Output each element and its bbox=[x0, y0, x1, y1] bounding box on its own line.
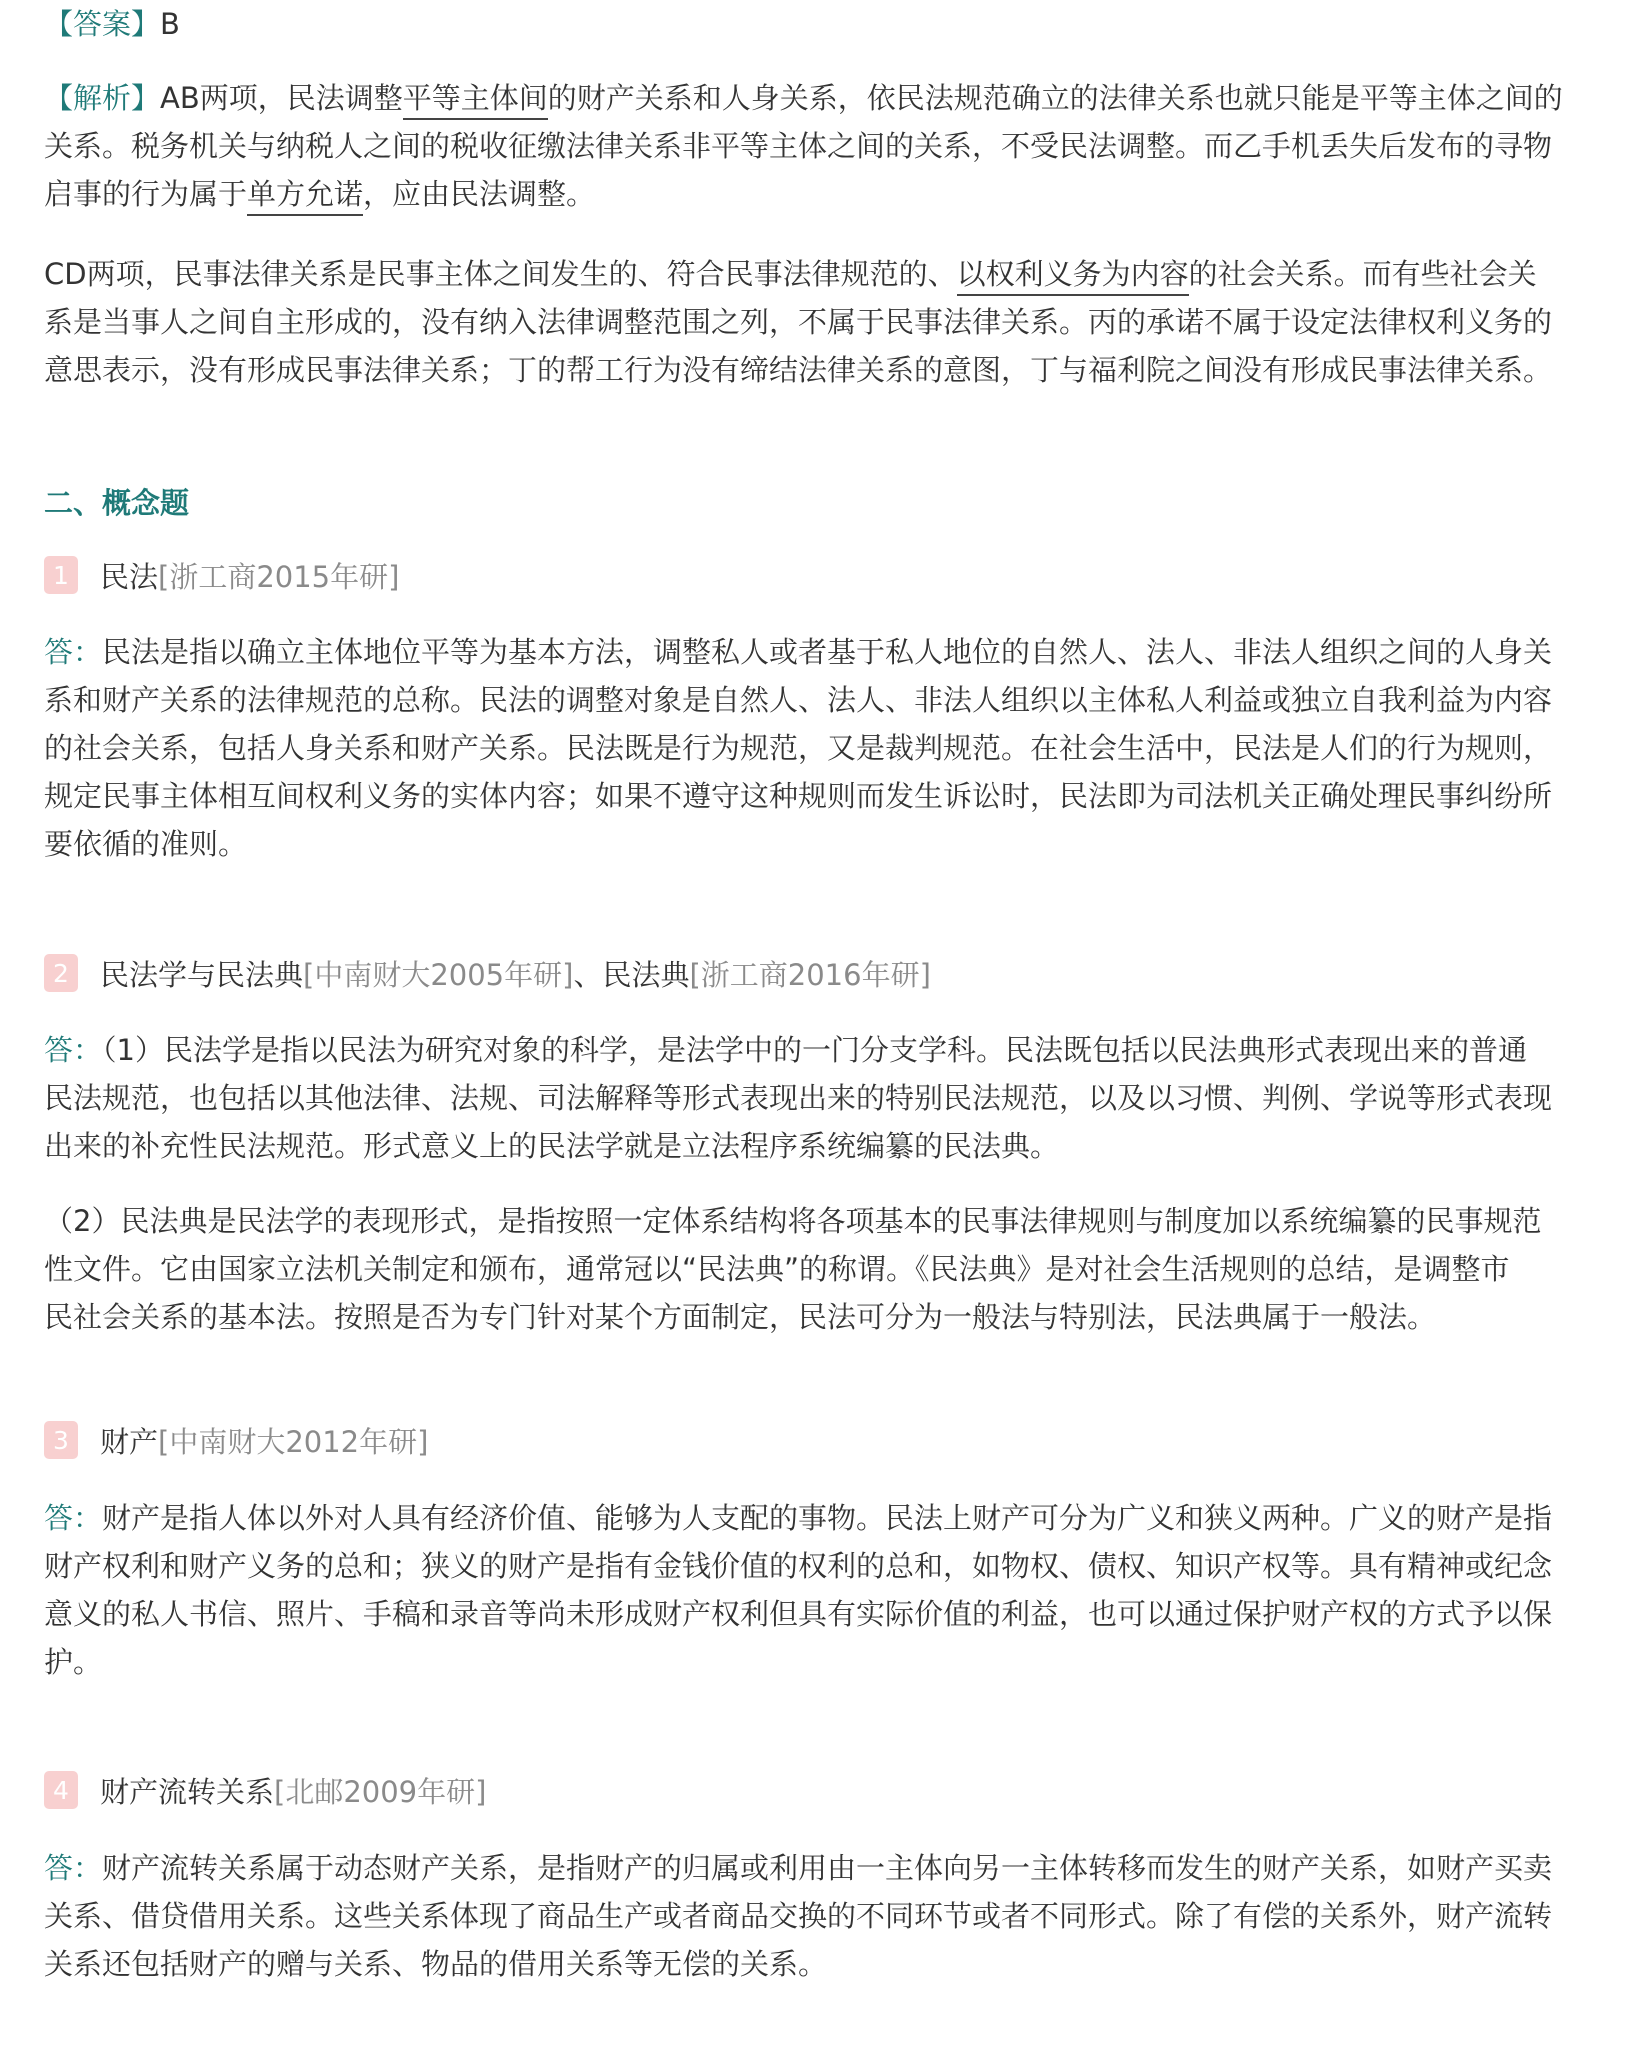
answer-line bbox=[44, 1026, 1604, 1074]
answer-label: 答： bbox=[44, 635, 103, 669]
underlined-term: 单方允诺 bbox=[247, 177, 363, 216]
analysis-p2-line-2: 系是当事人之间自主形成的，没有纳入法律调整范围之列，不属于民事法律关系。丙的承诺不属于设定法律权利义务的 bbox=[44, 305, 1553, 339]
question-source: [中南财大2005年研] bbox=[303, 957, 574, 992]
text-segment: CD两项，民事法律关系是民事主体之间发生的、符合民事法律规范的、 bbox=[44, 257, 957, 291]
analysis-p2-line-1 bbox=[44, 250, 1604, 298]
analysis-label: 【解析】 bbox=[44, 81, 161, 115]
question-2-answer bbox=[44, 1026, 1604, 1170]
answer-line: 民社会关系的基本法。按照是否为专门针对某个方面制定，民法可分为一般法与特别法，民法典属于一般法。 bbox=[44, 1300, 1437, 1334]
answer-line: 的社会关系，包括人身关系和财产关系。民法既是行为规范，又是裁判规范。在社会生活中，民法是人们的行为规则， bbox=[44, 731, 1553, 765]
question-4-heading bbox=[44, 1770, 486, 1810]
text-segment: 财产是指人体以外对人具有经济价值、能够为人支配的事物。民法上财产可分为广义和狭义两种。广义的财产是指 bbox=[102, 1501, 1553, 1535]
underlined-term: 平等主体间 bbox=[403, 81, 548, 120]
question-4-answer bbox=[44, 1844, 1604, 1988]
answer-line: 财产权利和财产义务的总和；狭义的财产是指有金钱价值的权利的总和，如物权、债权、知识产权等。具有精神或纪念 bbox=[44, 1549, 1553, 1583]
question-source: [北邮2009年研] bbox=[274, 1774, 487, 1809]
answer-line: 性文件。它由国家立法机关制定和颁布，通常冠以“民法典”的称谓。《民法典》是对社会生活规则的总结，是调整市 bbox=[44, 1252, 1510, 1286]
section-title: 二、概念题 bbox=[44, 486, 190, 520]
text-segment: 的财产关系和人身关系，依民法规范确立的法律关系也就只能是平等主体之间的 bbox=[547, 81, 1563, 115]
underlined-term: 以权利义务为内容 bbox=[957, 257, 1189, 296]
question-number-badge: 4 bbox=[44, 1771, 78, 1809]
question-source: [浙工商2015年研] bbox=[158, 559, 400, 594]
analysis-p1-line-1 bbox=[44, 74, 1604, 122]
question-number-badge: 3 bbox=[44, 1421, 78, 1459]
question-number-badge: 2 bbox=[44, 954, 78, 992]
text-segment: 的社会关系。而有些社会关 bbox=[1188, 257, 1537, 291]
question-number-badge: 1 bbox=[44, 556, 78, 594]
answer-line: 要依循的准则。 bbox=[44, 827, 248, 861]
answer-line: 护。 bbox=[44, 1645, 103, 1679]
analysis-p1-line-3 bbox=[44, 170, 1604, 218]
answer-label: 答： bbox=[44, 1501, 103, 1535]
question-2-answer-part-2 bbox=[44, 1197, 1604, 1341]
question-1-answer bbox=[44, 628, 1604, 868]
text-segment: （1）民法学是指以民法为研究对象的科学，是法学中的一门分支学科。民法既包括以民法典形式表现出来的普通 bbox=[102, 1033, 1527, 1067]
analysis-paragraph-1 bbox=[44, 74, 1604, 218]
answer-line: 出来的补充性民法规范。形式意义上的民法学就是立法程序系统编纂的民法典。 bbox=[44, 1129, 1060, 1163]
analysis-paragraph-2 bbox=[44, 250, 1604, 394]
answer-label: 答： bbox=[44, 1851, 103, 1885]
answer-line bbox=[44, 1494, 1604, 1542]
answer-label: 答： bbox=[44, 1033, 103, 1067]
answer-line: 规定民事主体相互间权利义务的实体内容；如果不遵守这种规则而发生诉讼时，民法即为司法机关正确处理民事纠纷所 bbox=[44, 779, 1553, 813]
text-segment: 民法是指以确立主体地位平等为基本方法，调整私人或者基于私人地位的自然人、法人、非法人组织之间的人身关 bbox=[102, 635, 1553, 669]
answer-line bbox=[44, 0, 1604, 48]
question-source: [中南财大2012年研] bbox=[158, 1424, 429, 1459]
answer-line: （2）民法典是民法学的表现形式，是指按照一定体系结构将各项基本的民事法律规则与制度加以系统编纂的民事规范 bbox=[44, 1204, 1542, 1238]
answer-line: 民法规范，也包括以其他法律、法规、司法解释等形式表现出来的特别民法规范，以及以习惯、判例、学说等形式表现 bbox=[44, 1081, 1553, 1115]
answer-value: B bbox=[160, 7, 180, 41]
text-segment: 启事的行为属于 bbox=[44, 177, 248, 211]
answer-label: 【答案】 bbox=[44, 7, 161, 41]
question-1-heading bbox=[44, 555, 399, 595]
answer-line: 系和财产关系的法律规范的总称。民法的调整对象是自然人、法人、非法人组织以主体私人利益或独立自我利益为内容 bbox=[44, 683, 1553, 717]
text-segment: ，应由民法调整。 bbox=[363, 177, 596, 211]
answer-line: 关系还包括财产的赠与关系、物品的借用关系等无偿的关系。 bbox=[44, 1947, 828, 1981]
question-2-heading bbox=[44, 953, 931, 993]
analysis-p1-line-2: 关系。税务机关与纳税人之间的税收征缴法律关系非平等主体之间的关系，不受民法调整。而乙手机丢失后发布的寻物 bbox=[44, 129, 1553, 163]
answer-line bbox=[44, 1844, 1604, 1892]
answer-line: 关系、借贷借用关系。这些关系体现了商品生产或者商品交换的不同环节或者不同形式。除了有偿的关系外，财产流转 bbox=[44, 1899, 1553, 1933]
question-title-2: 、民法典 bbox=[573, 957, 690, 992]
question-source-2: [浙工商2016年研] bbox=[689, 957, 931, 992]
text-segment: 财产流转关系属于动态财产关系，是指财产的归属或利用由一主体向另一主体转移而发生的财产关系，如财产买卖 bbox=[102, 1851, 1553, 1885]
text-segment: AB两项，民法调整 bbox=[160, 81, 403, 115]
answer-line bbox=[44, 628, 1604, 676]
question-title: 民法学与民法典 bbox=[100, 957, 304, 992]
question-title: 民法 bbox=[100, 559, 159, 594]
question-title: 财产 bbox=[100, 1424, 159, 1459]
question-3-heading bbox=[44, 1420, 428, 1460]
question-3-answer bbox=[44, 1494, 1604, 1686]
analysis-p2-line-3: 意思表示，没有形成民事法律关系；丁的帮工行为没有缔结法律关系的意图，丁与福利院之间没有形成民事法律关系。 bbox=[44, 353, 1553, 387]
answer-line: 意义的私人书信、照片、手稿和录音等尚未形成财产权利但具有实际价值的利益，也可以通过保护财产权的方式予以保 bbox=[44, 1597, 1553, 1631]
question-title: 财产流转关系 bbox=[100, 1774, 275, 1809]
